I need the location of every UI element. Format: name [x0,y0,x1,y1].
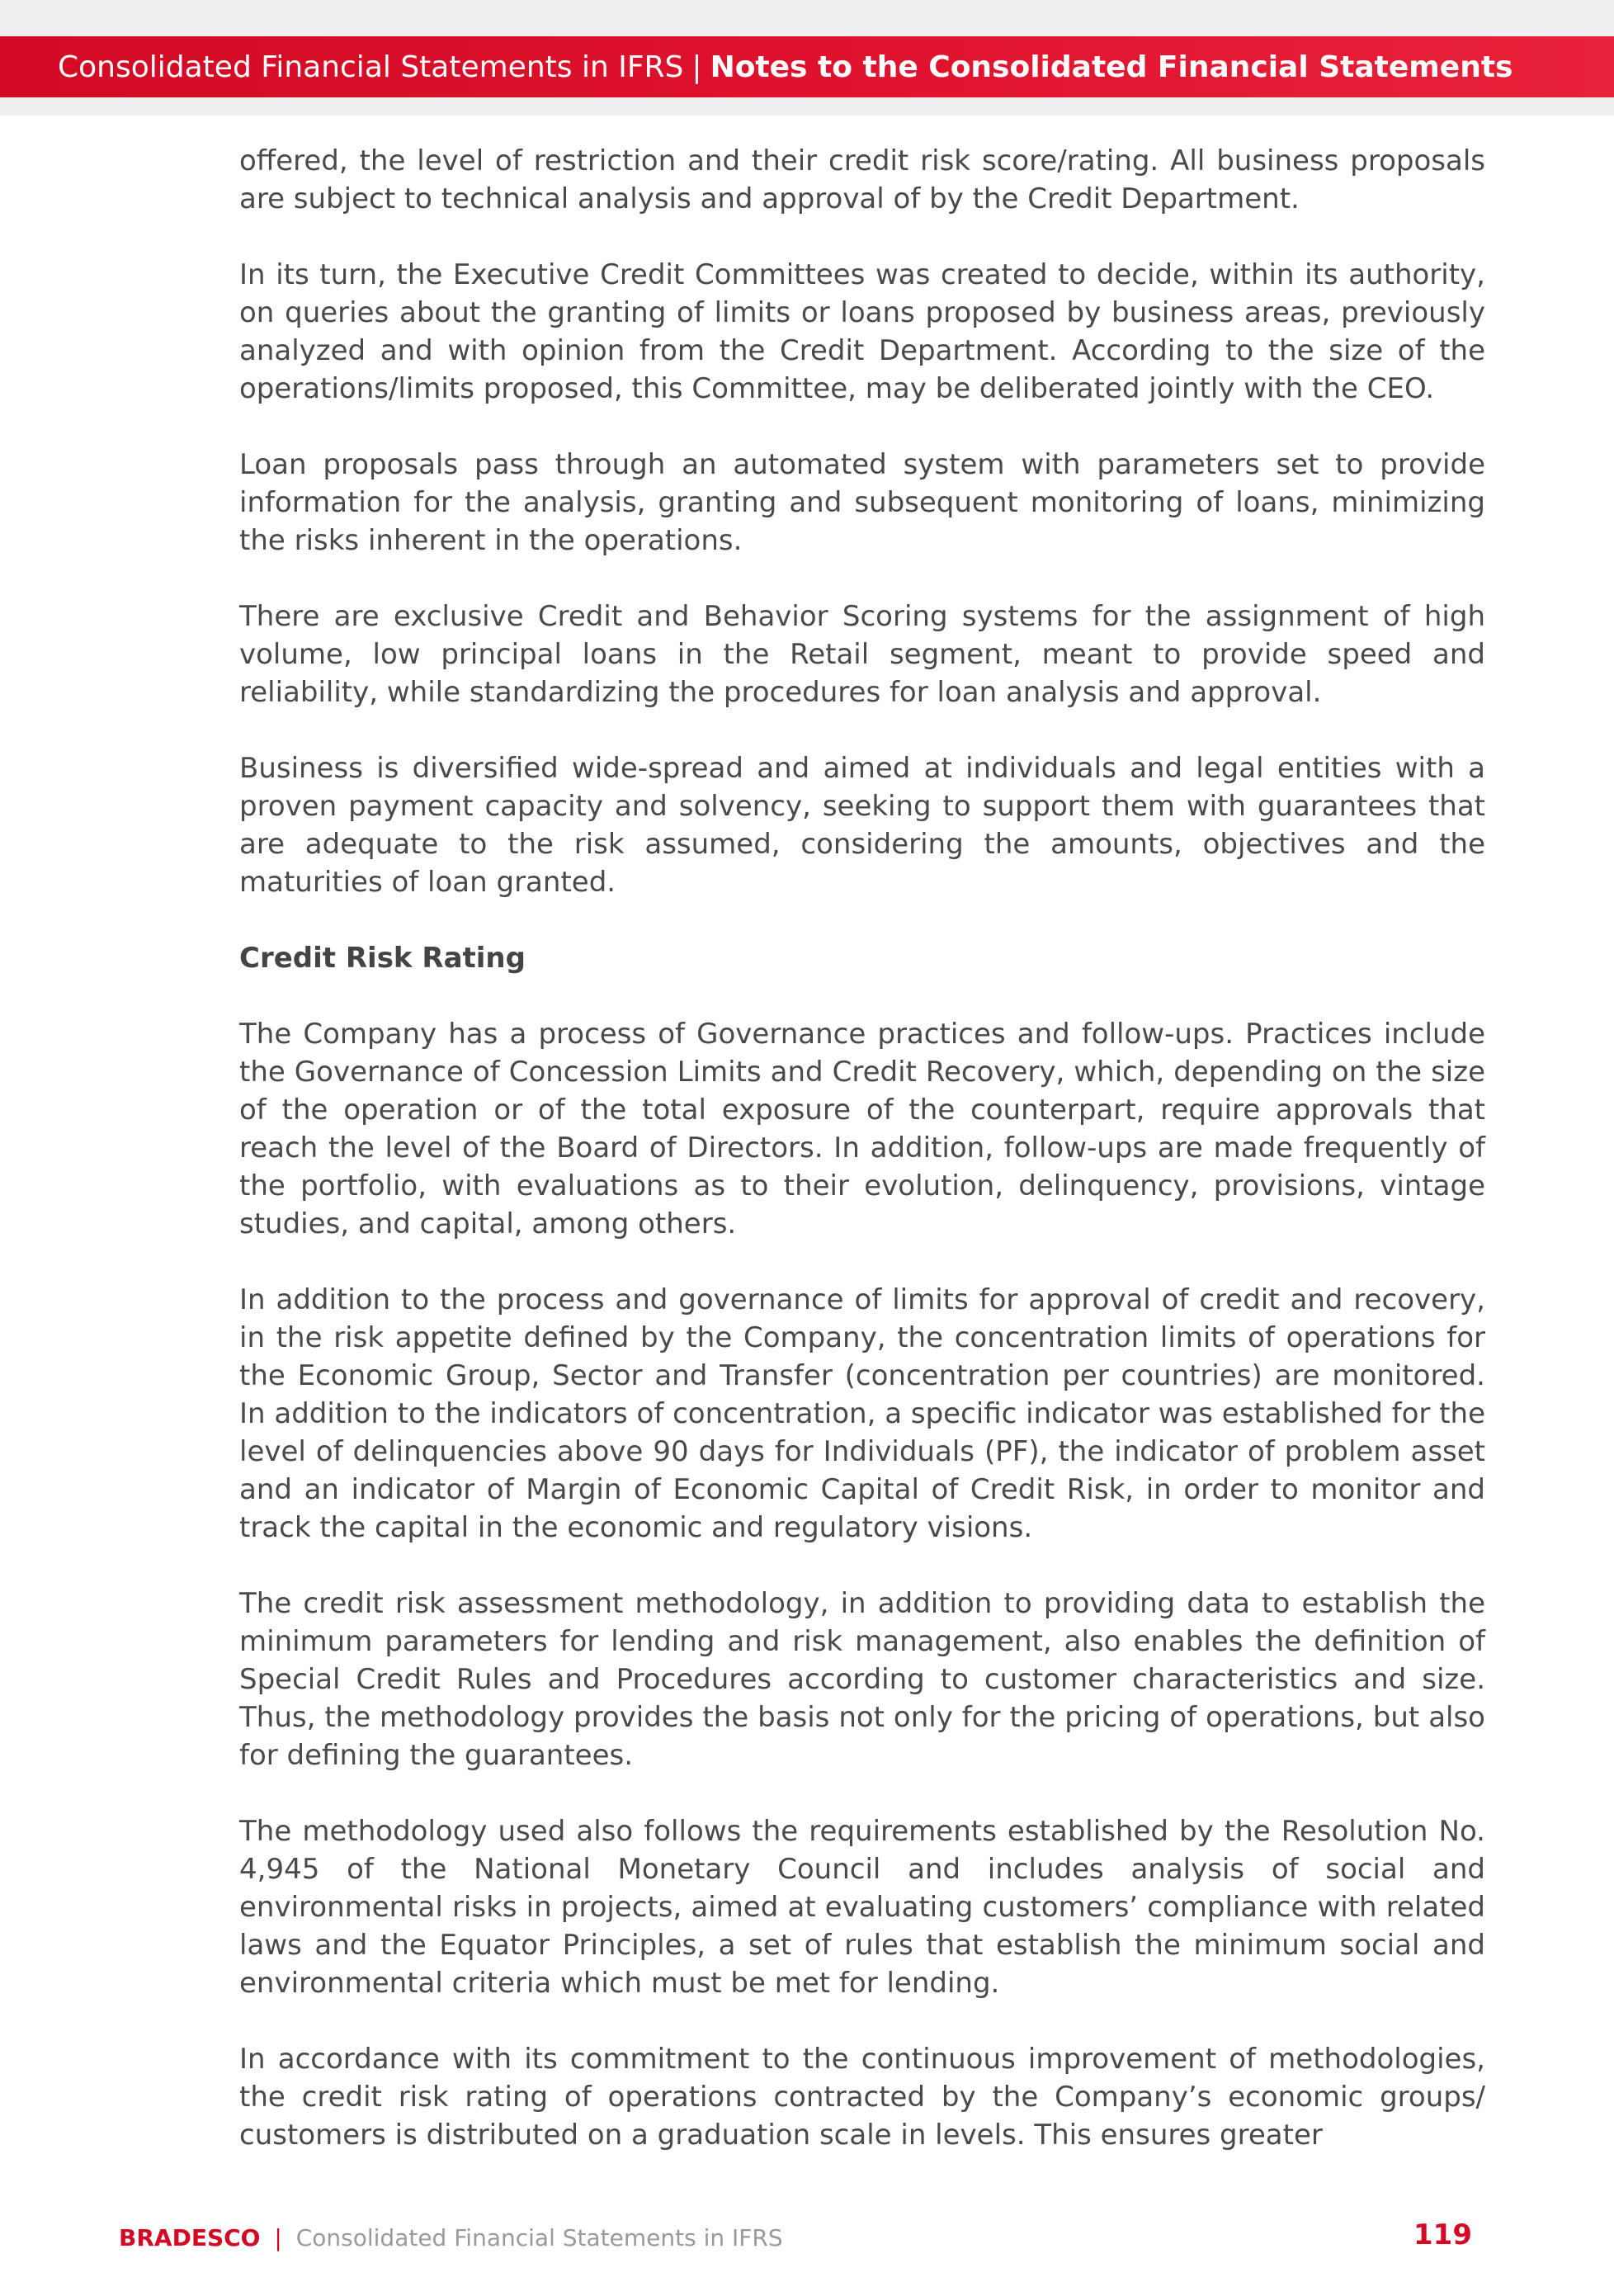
paragraph: offered, the level of restriction and their credit risk score/rating. All business proposals are subject to technical analysis and approval of by the Credit Department. [239,144,1485,215]
header-section-title: Notes to the Consolidated Financial Statements [710,50,1513,84]
paragraph: Loan proposals pass through an automated system with parameters set to provide information for the analysis, granting and subsequent monitoring of loans, minimizing the risks inherent in the operations. [239,448,1485,557]
paragraph: Business is diversified wide-spread and aimed at individuals and legal entities with a proven payment capacity and solvency, seeking to support them with guarantees that are adequate to the risk assumed, considering the amounts, objectives and the maturities of loan granted. [239,752,1485,899]
paragraph: In addition to the process and governance of limits for approval of credit and recovery, in the risk appetite defined by the Company, the concentration limits of operations for the Economic Group, Sector and Transfer (concentration per countries) are monitored. In addition to the indicators of concentration, a specific indicator was established for the level of delinquencies above 90 days for Individuals (PF), the indicator of problem asset and an indicator of Margin of Economic Capital of Credit Risk, in order to monitor and track the capital in the economic and regulatory visions. [239,1283,1485,1544]
paragraph: The methodology used also follows the requirements established by the Resolution No. 4,945 of the National Monetary Council and includes analysis of social and environmental risks in projects, aimed at evaluating customers’ compliance with related laws and the Equator Principles, a set of rules that establish the minimum social and environmental criteria which must be met for lending. [239,1815,1485,2000]
paragraph: There are exclusive Credit and Behavior Scoring systems for the assignment of high volume, low principal loans in the Retail segment, meant to provide speed and reliability, while standardizing the procedures for loan analysis and approval. [239,600,1485,709]
footer-document-title: Consolidated Financial Statements in IFRS [295,2224,783,2251]
page-footer [119,2220,1472,2256]
section-heading: Credit Risk Rating [239,942,526,975]
paragraph: The Company has a process of Governance practices and follow-ups. Practices include the Governance of Concession Limits and Credit Recovery, which, depending on the size of the operation or of the total exposure of the counterpart, require approvals that reach the level of the Board of Directors. In addition, follow-ups are made frequently of the portfolio, with evaluations as to their evolution, delinquency, provisions, vintage studies, and capital, among others. [239,1018,1485,1240]
paragraph: In its turn, the Executive Credit Committees was created to decide, within its authority, on queries about the granting of limits or loans proposed by business areas, previously analyzed and with opinion from the Credit Department. According to the size of the operations/limits proposed, this Committee, may be deliberated jointly with the CEO. [239,258,1485,405]
paragraph: The credit risk assessment methodology, in addition to providing data to establish the minimum parameters for lending and risk management, also enables the definition of Special Credit Rules and Procedures according to customer characteristics and size. Thus, the methodology provides the basis not only for the pricing of operations, but also for defining the guarantees. [239,1587,1485,1772]
paragraph: In accordance with its commitment to the continuous improvement of methodologies, the credit risk rating of operations contracted by the Company’s economic groups/ customers is distributed on a graduation scale in levels. This ensures greater [239,2043,1485,2152]
header-document-title: Consolidated Financial Statements in IFRS [58,50,684,84]
page-header [0,36,1614,97]
header-separator: | [691,50,702,84]
footer-separator: | [274,2224,282,2251]
page-number: 119 [1413,2218,1472,2251]
footer-brand: BRADESCO [119,2224,261,2251]
page-body [239,142,1485,2192]
